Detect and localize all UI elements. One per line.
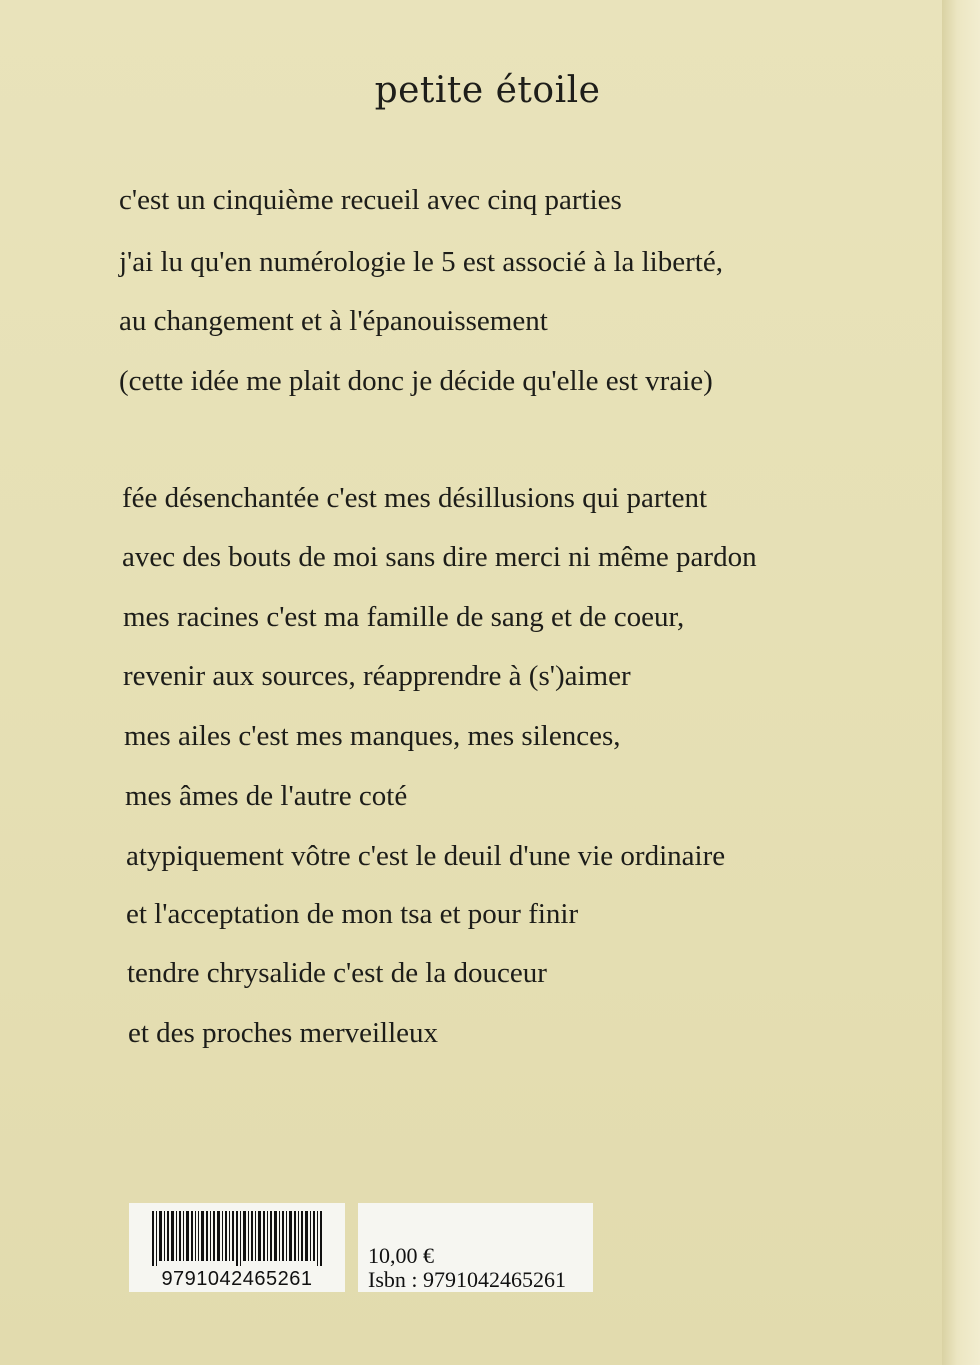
barcode-number: 9791042465261: [161, 1268, 313, 1290]
body-line: et l'acceptation de mon tsa et pour finir: [126, 898, 579, 930]
intro-line: (cette idée me plait donc je décide qu'elle est vraie): [119, 365, 713, 397]
price-text: 10,00 €: [368, 1243, 434, 1268]
body-line: et des proches merveilleux: [128, 1017, 439, 1049]
intro-line: au changement et à l'épanouissement: [119, 305, 548, 337]
barcode-icon: [152, 1211, 324, 1266]
body-line: avec des bouts de moi sans dire merci ni même pardon: [122, 541, 757, 573]
body-line: mes racines c'est ma famille de sang et de coeur,: [123, 601, 685, 633]
intro-line: j'ai lu qu'en numérologie le 5 est associé à la liberté,: [119, 246, 723, 278]
body-line: tendre chrysalide c'est de la douceur: [127, 957, 547, 989]
intro-line: c'est un cinquième recueil avec cinq parties: [119, 184, 622, 216]
book-title: petite étoile: [374, 70, 601, 111]
body-line: fée désenchantée c'est mes désillusions qui partent: [122, 482, 708, 514]
body-line: mes ailes c'est mes manques, mes silences,: [124, 720, 621, 752]
isbn-text: Isbn : 9791042465261: [368, 1267, 566, 1292]
body-line: mes âmes de l'autre coté: [125, 780, 408, 812]
body-line: atypiquement vôtre c'est le deuil d'une vie ordinaire: [126, 840, 726, 872]
body-line: revenir aux sources, réapprendre à (s')aimer: [123, 660, 631, 692]
cover-edge: [942, 0, 980, 1365]
